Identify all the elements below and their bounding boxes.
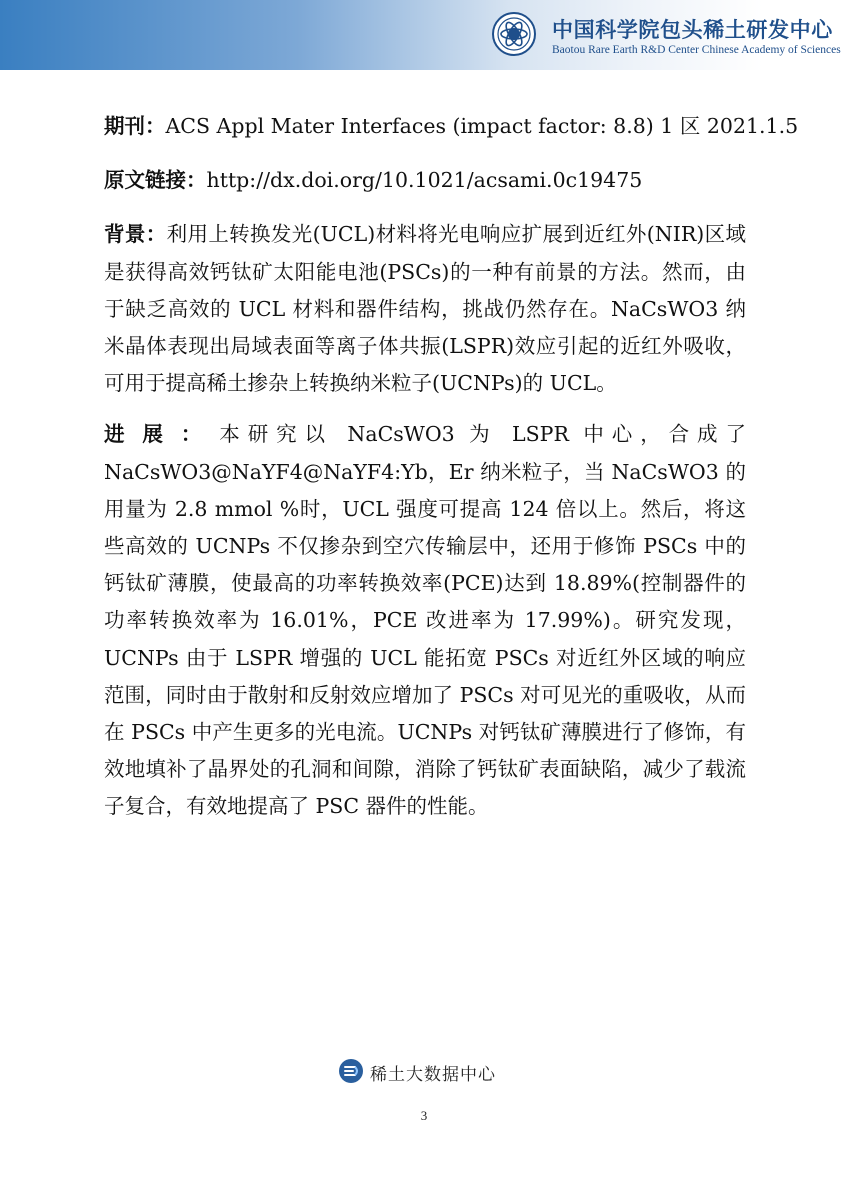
footer-brand-text: 稀土大数据中心 <box>370 1065 496 1085</box>
journal-line <box>104 108 799 145</box>
journal-text: ACS Appl Mater Interfaces (impact factor: 8.8) 1 区 2021.1.5 <box>165 114 799 138</box>
big-data-center-logo-icon <box>338 1058 364 1084</box>
background-text: 利用上转换发光(UCL)材料将光电响应扩展到近红外(NIR)区域是获得高效钙钛矿太阳能电池(PSCs)的一种有前景的方法。然而，由于缺乏高效的 UCL 材料和器件结构，挑战仍然存在。NaCsWO3 纳米晶体表现出局域表面等离子体共振(LSPR)效应引起的近红外吸收，可用于提高稀土掺杂上转换纳米粒子(UCNPs)的 UCL。 <box>104 222 746 396</box>
progress-label: 进展： <box>104 422 220 447</box>
link-line <box>104 162 746 199</box>
header-band <box>0 0 848 70</box>
background-label: 背景： <box>104 222 167 247</box>
page-number: 3 <box>420 1108 428 1123</box>
footer-brand <box>338 1058 538 1084</box>
journal-label: 期刊： <box>104 114 166 138</box>
article-body <box>104 108 799 840</box>
org-name-cn: 中国科学院包头稀土研发中心 <box>552 18 833 42</box>
org-name-en: Baotou Rare Earth R&D Center Chinese Academy of Sciences <box>552 44 841 56</box>
progress-text: 本研究以 NaCsWO3 为 LSPR 中心，合成了 NaCsWO3@NaYF4@NaYF4:Yb，Er 纳米粒子，当 NaCsWO3 的用量为 2.8 mmol %时，UCL 强度可提高 124 倍以上。然后，将这些高效的 UCNPs 不仅掺杂到空穴传输层中，还用于修饰 PSCs 中的钙钛矿薄膜，使最高的功率转换效率(PCE)达到 18.89%(控制器件的功率转换效率为 16.01%，PCE 改进率为 17.99%)。研究发现，UCNPs 由于 LSPR 增强的 UCL 能拓宽 PSCs 对近红外区域的响应范围，同时由于散射和反射效应增加了 PSCs 对可见光的重吸收，从而在 PSCs 中产生更多的光电流。UCNPs 对钙钛矿薄膜进行了修饰，有效地填补了晶界处的孔洞和间隙，消除了钙钛矿表面缺陷，减少了载流子复合，有效地提高了 PSC 器件的性能。 <box>104 422 746 819</box>
progress-paragraph <box>104 416 746 825</box>
background-paragraph <box>104 216 746 402</box>
link-url[interactable]: http://dx.doi.org/10.1021/acsami.0c19475 <box>206 168 643 193</box>
link-label: 原文链接： <box>104 168 207 193</box>
cas-emblem-icon <box>492 12 536 56</box>
